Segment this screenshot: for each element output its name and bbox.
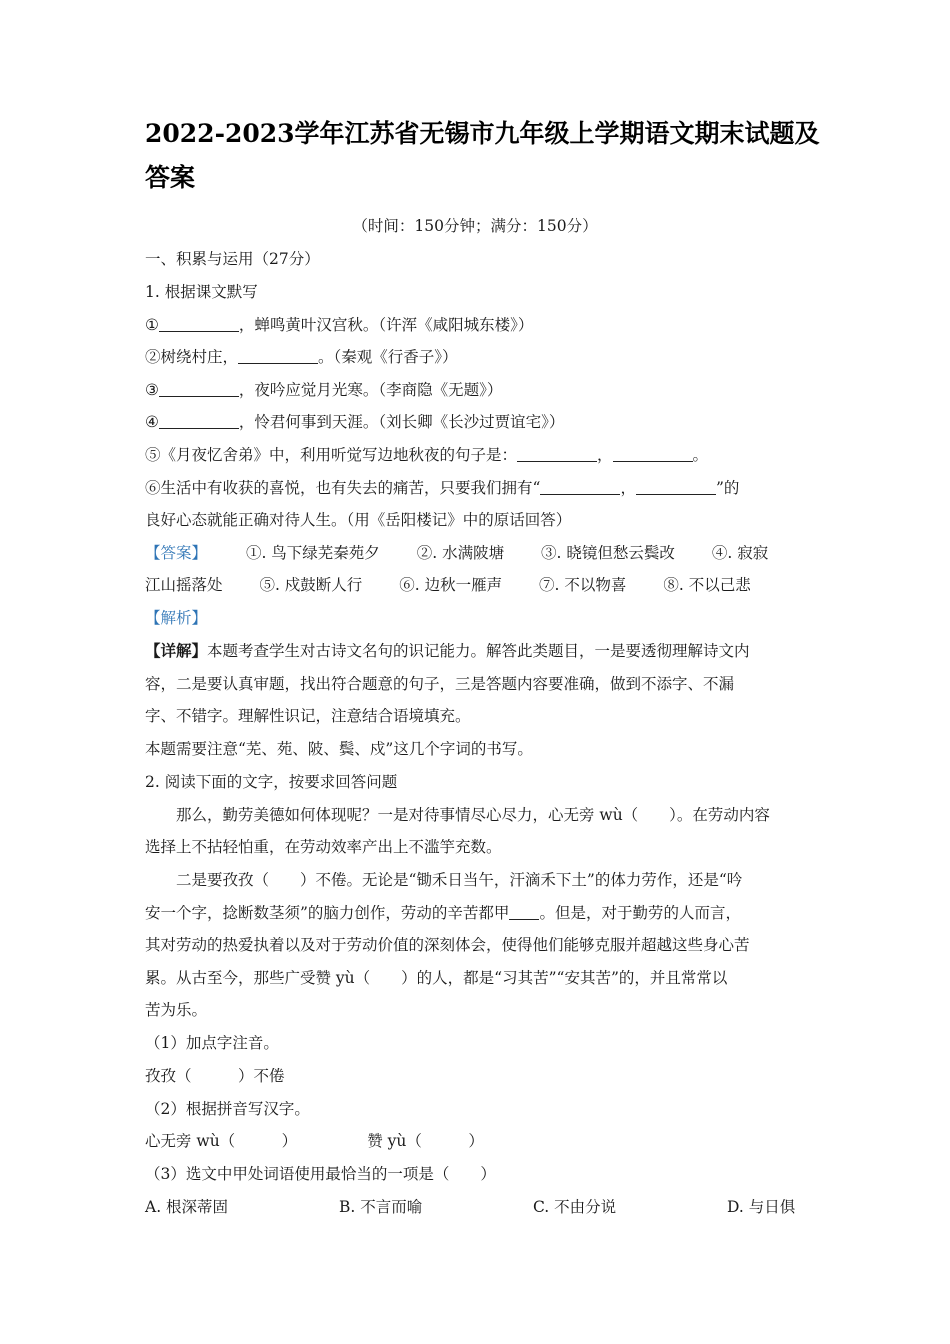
option-d: D. 与日俱 <box>727 1198 796 1216</box>
answer-item: ②. 水满陂塘 <box>416 544 505 562</box>
item-prefix: ③ <box>145 381 159 399</box>
answer-item: ⑦. 不以物喜 <box>539 576 627 594</box>
fill-item <box>145 445 708 465</box>
blank <box>613 446 693 462</box>
fill-item <box>145 380 502 400</box>
detail-label: 【详解】 <box>145 641 208 660</box>
item-separator: ， <box>620 479 636 497</box>
fill-item <box>145 478 739 498</box>
option-a: A. 根深蒂固 <box>145 1198 229 1216</box>
answer-item: ⑤. 戍鼓断人行 <box>259 576 363 594</box>
answer-item: ③. 晓镜但愁云鬓改 <box>541 544 675 562</box>
item-suffix: ，蝉鸣黄叶汉宫秋。（许浑《咸阳城东楼》） <box>238 316 534 334</box>
blank <box>159 316 239 332</box>
sub-question: （2）根据拼音写汉字。 <box>145 1100 310 1118</box>
answer-item: ④. 寂寂 <box>711 544 769 562</box>
sub-question: （1）加点字注音。 <box>145 1034 279 1052</box>
item-prefix: ⑥生活中有收获的喜悦，也有失去的痛苦，只要我们拥有“ <box>145 479 541 497</box>
question-stem: 2. 阅读下面的文字，按要求回答问题 <box>145 773 398 791</box>
detail-text: 本题考查学生对古诗文名句的识记能力。解答此类题目，一是要透彻理解诗文内 <box>207 642 750 660</box>
option-b: B. 不言而喻 <box>339 1198 423 1216</box>
answer-item: ①. 鸟下绿芜秦苑夕 <box>245 544 380 562</box>
detail-line: 容，二是要认真审题，找出符合题意的句子，三是答题内容要准确，做到不添字、不漏 <box>145 675 735 693</box>
item-prefix: ④ <box>145 413 159 431</box>
answer-item: 江山摇落处 <box>145 576 223 594</box>
answer-line <box>145 575 751 595</box>
pinyin-item: 赞 yù（ ） <box>367 1132 484 1150</box>
passage-text: 安一个字，捻断数茎须”的脑力创作，劳动的辛苦都甲 <box>145 904 510 922</box>
passage-line: 选择上不拈轻怕重，在劳动效率产出上不滥竽充数。 <box>145 838 502 856</box>
passage-line: 苦为乐。 <box>145 1001 208 1019</box>
passage-line: 其对劳动的热爱执着以及对于劳动价值的深刻体会，使得他们能够克服并超越这些身心苦 <box>145 936 750 954</box>
pinyin-item: 心无旁 wù（ ） <box>145 1132 298 1150</box>
item-prefix: ① <box>145 316 159 334</box>
answer-item: ⑧. 不以己悲 <box>663 576 751 594</box>
item-suffix: 。 <box>692 446 709 464</box>
blank <box>509 904 539 920</box>
blank <box>540 479 620 495</box>
item-suffix: ，夜吟应觉月光寒。（李商隐《无题》） <box>238 381 503 399</box>
passage-line: 累。从古至今，那些广受赞 yù（ ）的人，都是“习其苦”“安其苦”的，并且常常以 <box>145 969 728 987</box>
item-suffix: 。（秦观《行香子》） <box>318 348 458 366</box>
sub-question-item: 孜孜（ ）不倦 <box>145 1067 285 1085</box>
page-title: 2022-2023学年江苏省无锡市九年级上学期语文期末试题及答案 <box>145 119 820 192</box>
blank <box>159 381 239 397</box>
sub-question: （3）选文中甲处词语使用最恰当的一项是（ ） <box>145 1165 496 1183</box>
item-prefix: ②树绕村庄， <box>145 348 239 366</box>
blank <box>517 446 597 462</box>
option-c: C. 不由分说 <box>533 1198 617 1216</box>
item-separator: ， <box>597 446 613 464</box>
fill-item <box>145 315 533 335</box>
passage-line: 二是要孜孜（ ）不倦。无论是“锄禾日当午，汗滴禾下土”的体力劳作，还是“吟 <box>176 871 743 889</box>
detail-line <box>145 641 750 661</box>
analysis-label: 【解析】 <box>145 609 208 627</box>
item-prefix: ⑤《月夜忆舍弟》中，利用听觉写边地秋夜的句子是： <box>145 446 518 464</box>
passage-line: 那么，勤劳美德如何体现呢？一是对待事情尽心尽力，心无旁 wù（ ）。在劳动内容 <box>176 806 770 824</box>
blank <box>636 479 716 495</box>
exam-meta: （时间：150分钟；满分：150分） <box>352 217 598 235</box>
blank <box>159 413 239 429</box>
fill-item <box>145 347 458 367</box>
item-suffix: ，怜君何事到天涯。（刘长卿《长沙过贾谊宅》） <box>238 413 565 431</box>
detail-line: 字、不错字。理解性识记，注意结合语境填充。 <box>145 707 471 725</box>
sub-question-item <box>145 1131 484 1151</box>
passage-text: 。但是，对于勤劳的人而言， <box>539 904 741 922</box>
fill-item <box>145 412 564 432</box>
answer-label: 【答案】 <box>145 544 208 562</box>
answer-line <box>145 543 768 563</box>
fill-item-continued: 良好心态就能正确对待人生。（用《岳阳楼记》中的原话回答） <box>145 511 572 529</box>
section-heading: 一、积累与运用（27分） <box>145 250 320 268</box>
detail-line: 本题需要注意“芜、苑、陂、鬓、戍”这几个字词的书写。 <box>145 740 533 758</box>
answer-item: ⑥. 边秋一雁声 <box>399 576 503 594</box>
passage-line <box>145 903 741 923</box>
item-suffix: ”的 <box>715 479 740 497</box>
blank <box>238 348 318 364</box>
question-stem: 1. 根据课文默写 <box>145 283 258 301</box>
